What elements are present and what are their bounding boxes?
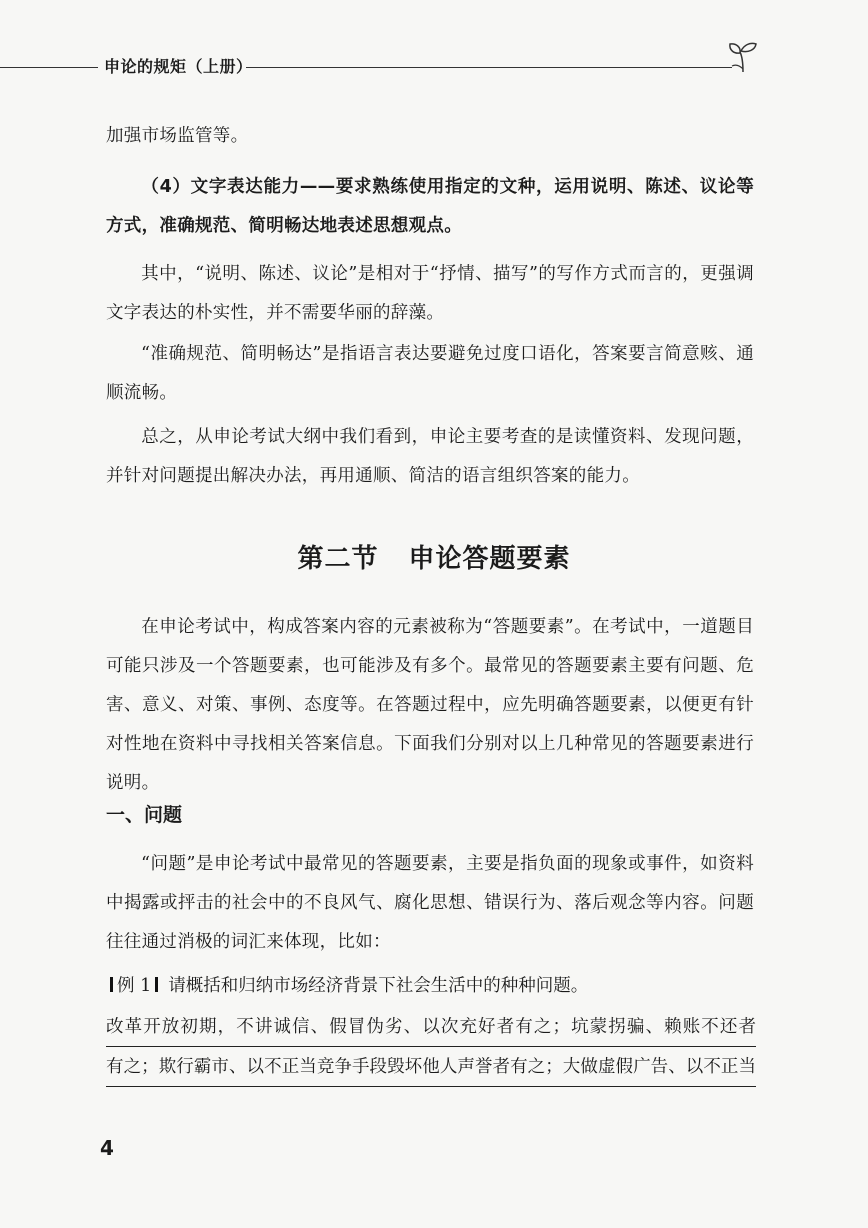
section-intro-paragraph: 在申论考试中，构成答案内容的元素被称为“答题要素”。在考试中，一道题目可能只涉及一个答题要素，也可能涉及有多个。最常见的答题要素主要有问题、危害、意义、对策、事例、态度等。在答题过程中，应先明确答题要素，以便更有针对性地在资料中寻找相关答案信息。下面我们分别对以上几种常见的答题要素进行说明。 bbox=[106, 617, 754, 793]
section-number: 第二节 bbox=[297, 544, 379, 574]
paragraph-summary: 总之，从申论考试大纲中我们看到，申论主要考查的是读懂资料、发现问题，并针对问题提出解决办法，再用通顺、简洁的语言组织答案的能力。 bbox=[106, 427, 754, 486]
example-question-text: 请概括和归纳市场经济背景下社会生活中的种种问题。 bbox=[168, 976, 589, 996]
example-material-line-1: 改革开放初期，不讲诚信、假冒伪劣、以次充好者有之；坑蒙拐骗、赖账不还者 bbox=[106, 1008, 756, 1047]
header-rule-left bbox=[0, 67, 98, 68]
paragraph-explanation-2: “准确规范、简明畅达”是指语言表达要避免过度口语化，答案要言简意赅、通顺流畅。 bbox=[106, 344, 754, 403]
example-material-line-2: 有之；欺行霸市、以不正当竞争手段毁坏他人声誉者有之；大做虚假广告、以不正当 bbox=[106, 1048, 756, 1087]
page-number: 4 bbox=[100, 1136, 114, 1160]
example-question bbox=[106, 970, 754, 1002]
paragraph-continuation: 加强市场监管等。 bbox=[106, 126, 249, 146]
problem-paragraph: “问题”是申论考试中最常见的答题要素，主要是指负面的现象或事件，如资料中揭露或抨击的社会中的不良风气、腐化思想、错误行为、落后观念等内容。问题往往通过消极的词汇来体现，比如： bbox=[106, 854, 754, 952]
paragraph-explanation-1: 其中，“说明、陈述、议论”是相对于“抒情、描写”的写作方式而言的，更强调文字表达的朴实性，并不需要华丽的辞藻。 bbox=[106, 264, 754, 323]
running-header bbox=[0, 50, 868, 80]
paragraph-item-4: （4）文字表达能力——要求熟练使用指定的文种，运用说明、陈述、议论等方式，准确规范、简明畅达地表述思想观点。 bbox=[106, 177, 754, 236]
sprout-icon bbox=[726, 36, 760, 74]
section-title bbox=[0, 538, 868, 575]
example-tag: 例 1 bbox=[106, 970, 162, 1002]
subheading-problem: 一、问题 bbox=[106, 804, 183, 826]
section-name: 申论答题要素 bbox=[408, 544, 571, 574]
header-title: 申论的规矩（上册） bbox=[104, 57, 253, 76]
header-rule-right bbox=[246, 67, 732, 68]
